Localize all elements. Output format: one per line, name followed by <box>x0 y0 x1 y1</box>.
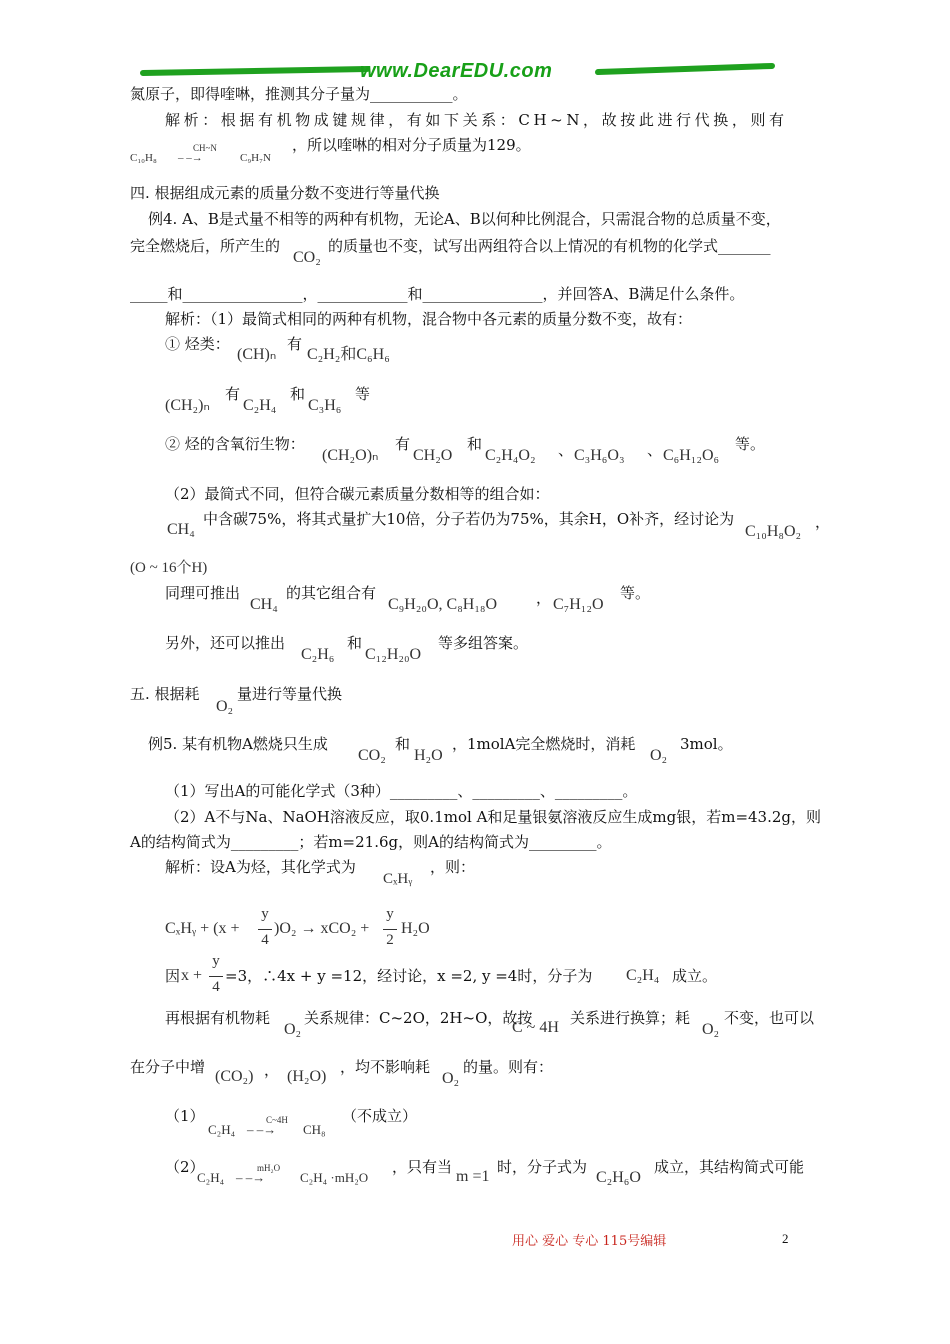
arrow-icon: – –→ <box>236 1170 266 1185</box>
formula: C₂H₂和C₆H₆ <box>307 346 390 363</box>
text-line: （不成立） <box>342 1107 418 1125</box>
text-line: 例4. A、B是式量不相等的两种有机物，无论A、B以何种比例混合，只需混合物的总质量不变， <box>148 210 781 228</box>
arrow-label: C~4H <box>266 1115 288 1125</box>
text-line: 例5. 某有机物A燃烧只生成 <box>148 735 328 753</box>
section-heading: 量进行等量代换 <box>237 685 343 703</box>
formula: (CH)ₙ <box>237 346 277 363</box>
formula: (O ~ 16个H) <box>130 560 208 576</box>
text-line: 等 <box>355 385 371 403</box>
formula: O₂ <box>702 1021 720 1038</box>
formula: (H₂O) <box>287 1068 327 1085</box>
formula: (CH₂)ₙ <box>165 397 210 414</box>
formula: C₉H₇N <box>240 152 271 164</box>
text-line: ， <box>264 1061 280 1079</box>
text-line: 同理可推出 <box>165 584 241 602</box>
text-line: （2） <box>165 1158 205 1176</box>
text-line: （1）写出A的可能化学式（3种）_________、_________、_________。 <box>165 782 638 800</box>
formula: C₃H₆ <box>308 397 342 414</box>
frac-numerator: y <box>261 906 269 922</box>
frac-bar <box>209 976 223 977</box>
formula: (CH₂O)ₙ <box>322 447 379 464</box>
formula: m =1 <box>456 1168 490 1185</box>
text-line: 中含碳75%，将其式量扩大10倍，分子若仍为75%，其余H，O补齐，经讨论为 <box>203 510 735 528</box>
text-line: 和 <box>347 634 363 652</box>
arrow-label: mH₂O <box>257 1163 281 1173</box>
text-line: 、 <box>647 441 663 459</box>
formula: CH₄ <box>167 521 195 538</box>
text-line: 完全燃烧后，所产生的 <box>130 237 281 255</box>
text-line: ，则： <box>430 858 476 876</box>
frac-denominator: 2 <box>386 932 394 948</box>
text-line: 和 <box>395 735 411 753</box>
text-line: _____和________________，____________和________________，并回答A、B满足什么条件。 <box>130 285 745 303</box>
text-line: 解析：设A为烃，其化学式为 <box>165 858 356 876</box>
text-line: ，1molA完全燃烧时，消耗 <box>452 735 636 753</box>
formula: O₂ <box>650 747 668 764</box>
section-heading: 五. 根据耗 <box>130 685 200 703</box>
section-heading: 四. 根据组成元素的质量分数不变进行等量代换 <box>130 184 440 202</box>
formula: C₇H₁₂O <box>553 596 604 613</box>
formula: C₁₂H₂₀O <box>365 646 422 663</box>
formula: C₂H₄ <box>208 1122 236 1137</box>
text-line: A的结构简式为_________；若m=21.6g，则A的结构简式为_________。 <box>130 833 612 851</box>
formula: C₂H₆ <box>301 646 335 663</box>
text-line: 氮原子，即得喹啉，推测其分子量为___________。 <box>130 85 468 103</box>
text-line: 时，分子式为 <box>497 1158 588 1176</box>
text-line: 的质量也不变，试写出两组符合以上情况的有机物的化学式_______ <box>328 237 771 255</box>
formula: H₂O <box>414 747 443 764</box>
text-line: 等多组答案。 <box>438 634 529 652</box>
formula: CH₂O <box>413 447 453 464</box>
text-line: ，所以喹啉的相对分子质量为129。 <box>292 136 531 154</box>
text-line: 的量。则有： <box>463 1058 554 1076</box>
formula: CₓHᵧ <box>383 871 413 887</box>
text-line: 关系进行换算；耗 <box>570 1009 691 1027</box>
text-line: 解析：（1）最简式相同的两种有机物，混合物中各元素的质量分数不变，故有： <box>165 310 693 328</box>
formula: C₂H₄ <box>243 397 277 414</box>
formula: C₁₀H₈O₂ <box>745 523 802 540</box>
text-line: ② 烃的含氧衍生物： <box>165 435 305 453</box>
equation-left: CₓHᵧ + (x + <box>165 920 240 937</box>
frac-numerator: y <box>212 953 220 969</box>
text-line: 、 <box>558 441 574 459</box>
formula: C₂H₄ ·mH₂O <box>300 1170 369 1185</box>
formula: O₂ <box>216 698 234 715</box>
formula: C₂H₄ <box>197 1170 225 1185</box>
text-line: 等。 <box>620 584 651 602</box>
banner-line-right <box>595 63 775 75</box>
text-line: ， <box>815 513 831 531</box>
site-logo: www.DearEDU.com <box>360 60 553 82</box>
text-line: 和 <box>467 435 483 453</box>
text-line: 3mol。 <box>680 735 733 753</box>
text-line: （1） <box>165 1107 205 1125</box>
text-line: 解析：根据有机物成键规律，有如下关系：CH~N，故按此进行代换，则有 <box>165 111 788 129</box>
formula: C₆H₁₂O₆ <box>663 447 720 464</box>
equation-right: H₂O <box>401 920 430 937</box>
formula: C ~ 4H <box>512 1019 559 1036</box>
text-line: 关系规律：C~2O，2H~O，故按 <box>304 1009 533 1027</box>
formula: O₂ <box>442 1070 460 1087</box>
text-line: 成立。 <box>672 967 718 985</box>
formula: C₂H₄ <box>626 967 660 984</box>
equation-mid: )O₂ → xCO₂ + <box>274 920 370 937</box>
text-line: 有 <box>395 435 411 453</box>
text-line: 有 <box>287 335 303 353</box>
text-line: ， <box>536 589 552 607</box>
formula: CO₂ <box>293 249 321 266</box>
text-line: （2）最简式不同，但符合碳元素质量分数相等的组合如： <box>165 485 550 503</box>
text-line: ，均不影响耗 <box>340 1058 431 1076</box>
arrow-label: CH~N <box>193 143 217 153</box>
banner-line-left <box>140 66 370 76</box>
text-line: 的其它组合有 <box>286 584 377 602</box>
frac-numerator: y <box>386 906 394 922</box>
formula: C₉H₂₀O, C₈H₁₈O <box>388 596 498 613</box>
text-line: 成立，其结构简式可能 <box>654 1158 805 1176</box>
arrow-icon: – –→ <box>178 152 203 164</box>
text-line: 因 <box>165 967 181 985</box>
frac-bar <box>258 929 272 930</box>
frac-denominator: 4 <box>261 932 269 948</box>
frac-bar <box>383 929 397 930</box>
text-line: =3，∴4x + y =12，经讨论，x =2, y =4时，分子为 <box>225 967 593 985</box>
arrow-icon: – –→ <box>247 1122 277 1137</box>
text-line: 在分子中增 <box>130 1058 206 1076</box>
formula: C₂H₆O <box>596 1169 641 1186</box>
formula: CH₈ <box>303 1122 326 1137</box>
text-line: 和 <box>290 385 306 403</box>
formula: x + <box>181 967 203 984</box>
formula: C₂H₄O₂ <box>485 447 536 464</box>
frac-denominator: 4 <box>212 979 220 995</box>
formula: C₁₀H₈ <box>130 152 157 164</box>
text-line: 再根据有机物耗 <box>165 1009 271 1027</box>
text-line: ，只有当 <box>392 1158 453 1176</box>
text-line: 等。 <box>735 435 766 453</box>
formula: CH₄ <box>250 596 278 613</box>
formula: (CO₂) <box>215 1068 254 1085</box>
page-number: 2 <box>782 1231 789 1246</box>
text-line: （2）A不与Na、NaOH溶液反应，取0.1mol A和足量银氨溶液反应生成mg银，若m=43.2g，则 <box>165 808 822 826</box>
text-line: 另外，还可以推出 <box>165 634 286 652</box>
text-line: ① 烃类： <box>165 335 230 353</box>
formula: C₃H₆O₃ <box>574 447 625 464</box>
formula: O₂ <box>284 1021 302 1038</box>
footer-text: 用心 爱心 专心 115号编辑 <box>512 1234 667 1249</box>
text-line: 不变，也可以 <box>724 1009 815 1027</box>
text-line: 有 <box>225 385 241 403</box>
formula: CO₂ <box>358 747 386 764</box>
